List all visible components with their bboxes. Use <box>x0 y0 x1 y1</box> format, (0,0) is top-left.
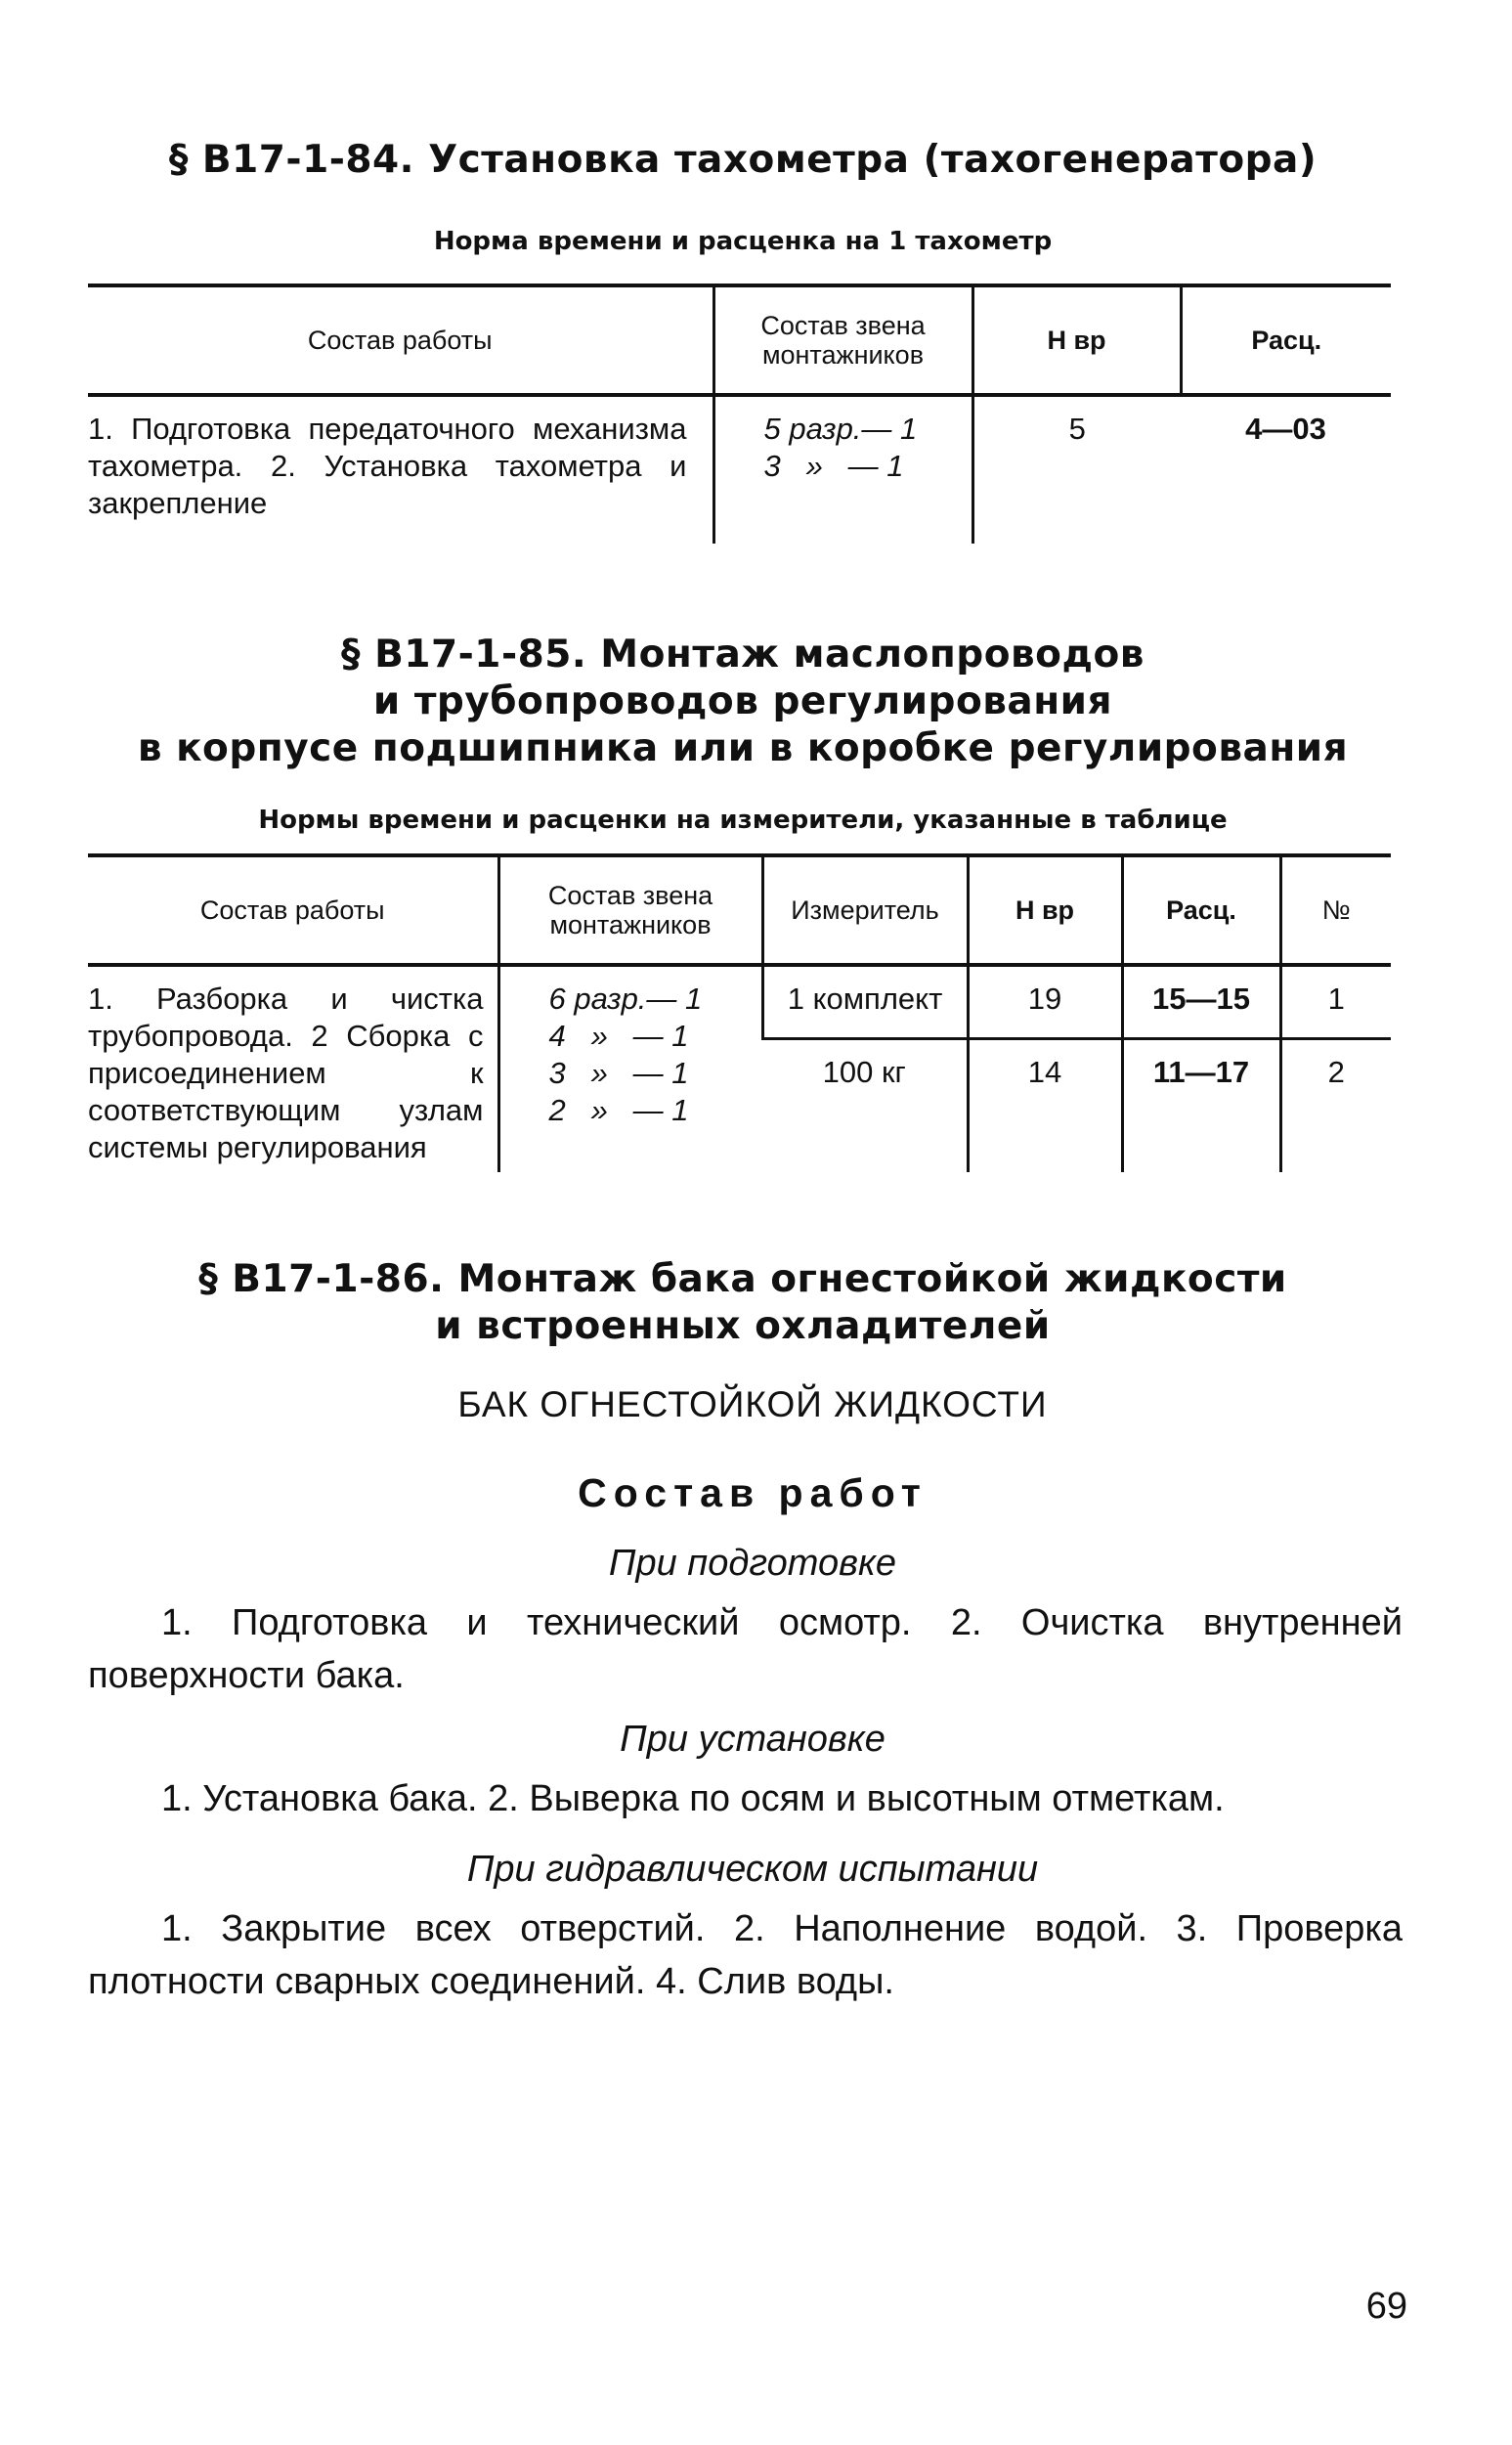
norm-time-cell: 14 <box>968 1039 1122 1172</box>
stage-title: При установке <box>620 1719 886 1760</box>
works-heading: Состав работ <box>578 1470 928 1515</box>
rate-cell: 15—15 <box>1122 965 1280 1039</box>
work-description: 1. Подготовка передаточного механизма тахометра. 2. Установка тахометра и закрепление <box>88 412 687 520</box>
stage-text: 1. Подготовка и технический осмотр. 2. Очистка внутренней поверхности бака. <box>88 1602 1403 1696</box>
table-row <box>88 395 1391 544</box>
norm-time-cell: 19 <box>968 965 1122 1039</box>
col-header-crew: Состав звена монтажников <box>498 855 762 965</box>
tank-heading: БАК ОГНЕСТОЙКОЙ ЖИДКОСТИ <box>457 1384 1048 1424</box>
crew-composition: 5 разр.— 1 3 » — 1 <box>763 412 918 483</box>
row-number-cell: 1 <box>1280 965 1391 1039</box>
section-85-title <box>78 632 1407 772</box>
section-85-title-line: в корпусе подшипника или в коробке регулирования <box>137 726 1349 770</box>
rate-cell: 11—17 <box>1122 1039 1280 1172</box>
stage-text: 1. Закрытие всех отверстий. 2. Наполнение водой. 3. Проверка плотности сварных соединений. 4. Слив воды. <box>88 1908 1403 2002</box>
stage-title: При подготовке <box>608 1543 897 1584</box>
section-84-title: § В17-1-84. Установка тахометра (тахогенератора) <box>168 138 1318 182</box>
table-85-header-row <box>88 855 1391 965</box>
section-86-title-line: § В17-1-86. Монтаж бака огнестойкой жидкости <box>198 1257 1287 1301</box>
row-number-cell: 2 <box>1280 1039 1391 1172</box>
unit-cell: 1 комплект <box>762 965 968 1039</box>
col-header-crew: Состав звена монтажников <box>713 285 972 395</box>
col-header-rasc: Расц. <box>1181 285 1391 395</box>
page-number: 69 <box>1365 2286 1407 2327</box>
table-row <box>88 965 1391 1039</box>
col-header-work: Состав работы <box>88 285 713 395</box>
table-85 <box>88 853 1391 1172</box>
col-header-number: № <box>1280 855 1391 965</box>
table-84-header-row <box>88 285 1391 395</box>
section-84-subtitle: Норма времени и расценка на 1 тахометр <box>433 227 1053 256</box>
col-header-nvr: Н вр <box>972 285 1181 395</box>
col-header-nvr: Н вр <box>968 855 1122 965</box>
section-86-title <box>78 1256 1407 1350</box>
table-84 <box>88 284 1391 544</box>
col-header-work: Состав работы <box>88 855 498 965</box>
section-85-title-line: § В17-1-85. Монтаж маслопроводов <box>341 633 1145 677</box>
work-description: 1. Разборка и чистка трубопровода. 2 Сборка с присоединением к соответствующим узлам системы регулирования <box>88 982 484 1164</box>
section-85-subtitle: Нормы времени и расценки на измерители, указанные в таблице <box>258 806 1228 835</box>
crew-composition: 6 разр.— 1 4 » — 1 3 » — 1 2 » — 1 <box>548 982 703 1127</box>
rate-cell: 4—03 <box>1245 412 1326 446</box>
col-header-unit: Измеритель <box>762 855 968 965</box>
norm-time-cell: 5 <box>972 395 1181 544</box>
col-header-rasc: Расц. <box>1122 855 1280 965</box>
section-85-title-line: и трубопроводов регулирования <box>372 679 1113 723</box>
stage-text: 1. Установка бака. 2. Выверка по осям и высотным отметкам. <box>161 1778 1225 1819</box>
stage-title: При гидравлическом испытании <box>466 1849 1039 1890</box>
unit-cell: 100 кг <box>822 1055 906 1090</box>
section-86-title-line: и встроенных охладителей <box>435 1304 1051 1348</box>
